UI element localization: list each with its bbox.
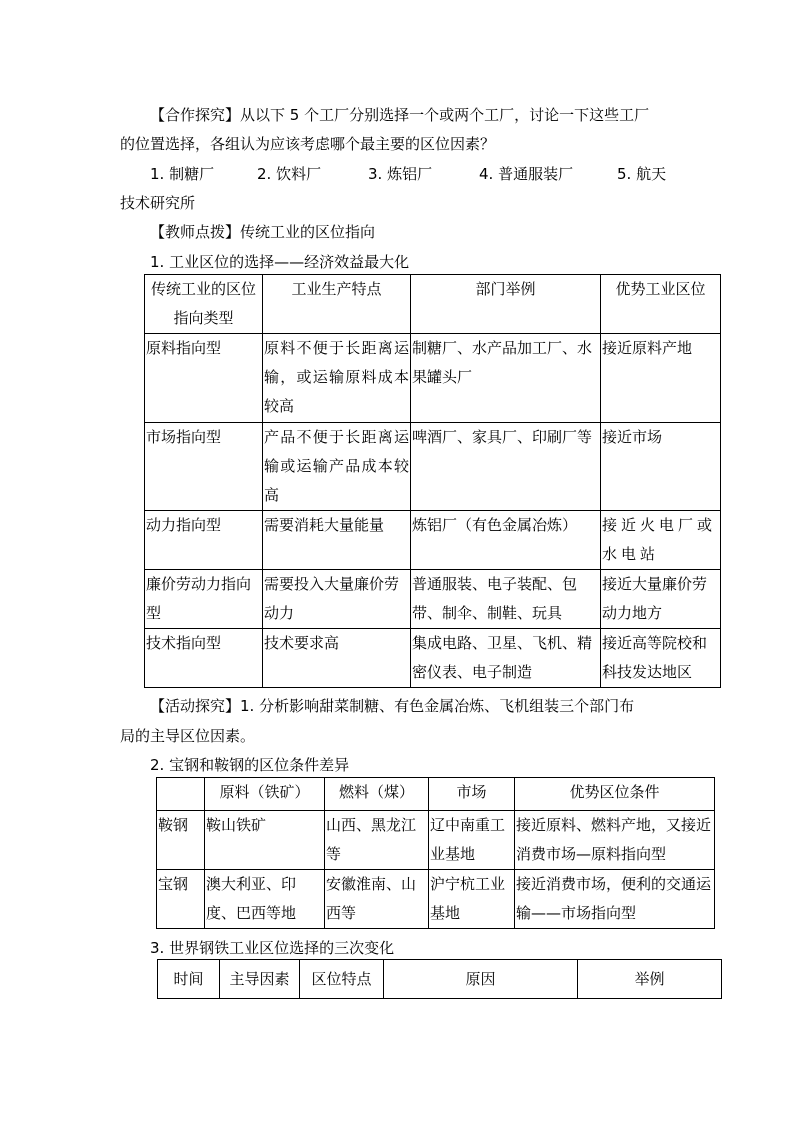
table-header-cell: 原料（铁矿）: [205, 778, 325, 811]
location-type-table: [144, 274, 721, 688]
table-header-cell: 工业生产特点: [263, 275, 411, 334]
table-cell: 原料不便于长距离运输，或运输原料成本较高: [263, 334, 411, 423]
table-header-cell: 时间: [158, 960, 220, 999]
activity-line-1: 【活动探究】1. 分析影响甜菜制糖、有色金属冶炼、飞机组装三个部门布: [150, 697, 635, 715]
table-cell: 需要消耗大量能量: [263, 511, 411, 570]
table-cell: 啤酒厂、家具厂、印刷厂等: [411, 423, 601, 511]
table-cell: 宝钢: [157, 870, 205, 929]
table-cell: 普通服装、电子装配、包带、制伞、制鞋、玩具: [411, 570, 601, 629]
table-cell: 廉价劳动力指向型: [145, 570, 263, 629]
table-header-cell: 市场: [429, 778, 515, 811]
table-header-cell: 原因: [384, 960, 578, 999]
table-header-cell: 燃料（煤）: [325, 778, 429, 811]
steel-comparison-table: [156, 777, 715, 929]
table-cell: 接近大量廉价劳动力地方: [601, 570, 721, 629]
table-cell: 安徽淮南、山西等: [325, 870, 429, 929]
table-cell: 接近原料产地: [601, 334, 721, 423]
table-header-row: [158, 960, 722, 999]
table-cell: 炼铝厂（有色金属冶炼）: [411, 511, 601, 570]
table-cell: 技术指向型: [145, 629, 263, 688]
table-cell: 鞍山铁矿: [205, 811, 325, 870]
intro-line-1: 【合作探究】从以下 5 个工厂分别选择一个或两个工厂，讨论一下这些工厂: [150, 106, 650, 124]
table-cell: 接近市场: [601, 423, 721, 511]
table-cell: 市场指向型: [145, 423, 263, 511]
table-cell: 山西、黑龙江等: [325, 811, 429, 870]
table-cell: 澳大利亚、印度、巴西等地: [205, 870, 325, 929]
table-header-cell: 部门举例: [411, 275, 601, 334]
table-header-row: [157, 778, 715, 811]
intro-line-4: 技术研究所: [120, 194, 196, 212]
factory-option: 4. 普通服装厂: [479, 165, 574, 183]
table-cell: 技术要求高: [263, 629, 411, 688]
table-cell: 集成电路、卫星、飞机、精密仪表、电子制造: [411, 629, 601, 688]
steel-changes-table: [157, 959, 722, 999]
table-row: [145, 629, 721, 688]
table-row: [145, 423, 721, 511]
table-row: [157, 811, 715, 870]
table-cell: 动力指向型: [145, 511, 263, 570]
table-cell: 需要投入大量廉价劳动力: [263, 570, 411, 629]
table-cell: 辽中南重工业基地: [429, 811, 515, 870]
table-header-cell: 主导因素: [220, 960, 300, 999]
teacher-heading: 【教师点拨】传统工业的区位指向: [150, 223, 376, 241]
factory-option: 1. 制糖厂: [150, 165, 215, 183]
table-row: [145, 511, 721, 570]
factory-option: 2. 饮料厂: [257, 165, 322, 183]
table-cell: 接近高等院校和科技发达地区: [601, 629, 721, 688]
table-header-cell: 区位特点: [300, 960, 384, 999]
factory-option: 5. 航天: [617, 165, 667, 183]
table-header-cell: 举例: [578, 960, 722, 999]
intro-line-2: 的位置选择，各组认为应该考虑哪个最主要的区位因素？: [120, 135, 496, 153]
subheading-2: 2. 宝钢和鞍钢的区位条件差异: [150, 756, 350, 774]
table-cell: 接近消费市场，便利的交通运输——市场指向型: [515, 870, 715, 929]
subheading-3: 3. 世界钢铁工业区位选择的三次变化: [150, 939, 395, 957]
table-row: [145, 570, 721, 629]
table-header-cell: 优势区位条件: [515, 778, 715, 811]
table-row: [145, 334, 721, 423]
table-cell: 制糖厂、水产品加工厂、水果罐头厂: [411, 334, 601, 423]
table-row: [157, 870, 715, 929]
table-cell: 鞍钢: [157, 811, 205, 870]
table-cell: 原料指向型: [145, 334, 263, 423]
table-cell: 产品不便于长距离运输或运输产品成本较高: [263, 423, 411, 511]
table-cell: 沪宁杭工业基地: [429, 870, 515, 929]
table-header-cell: 优势工业区位: [601, 275, 721, 334]
table-cell: 接近火电厂或水电站: [601, 511, 721, 570]
factory-option: 3. 炼铝厂: [368, 165, 433, 183]
table-cell: 接近原料、燃料产地，又接近消费市场—原料指向型: [515, 811, 715, 870]
table-header-row: [145, 275, 721, 334]
subheading-1: 1. 工业区位的选择——经济效益最大化: [150, 253, 410, 271]
activity-line-2: 局的主导区位因素。: [120, 727, 256, 745]
table-header-cell: [157, 778, 205, 811]
table-header-cell: 传统工业的区位指向类型: [145, 275, 263, 334]
